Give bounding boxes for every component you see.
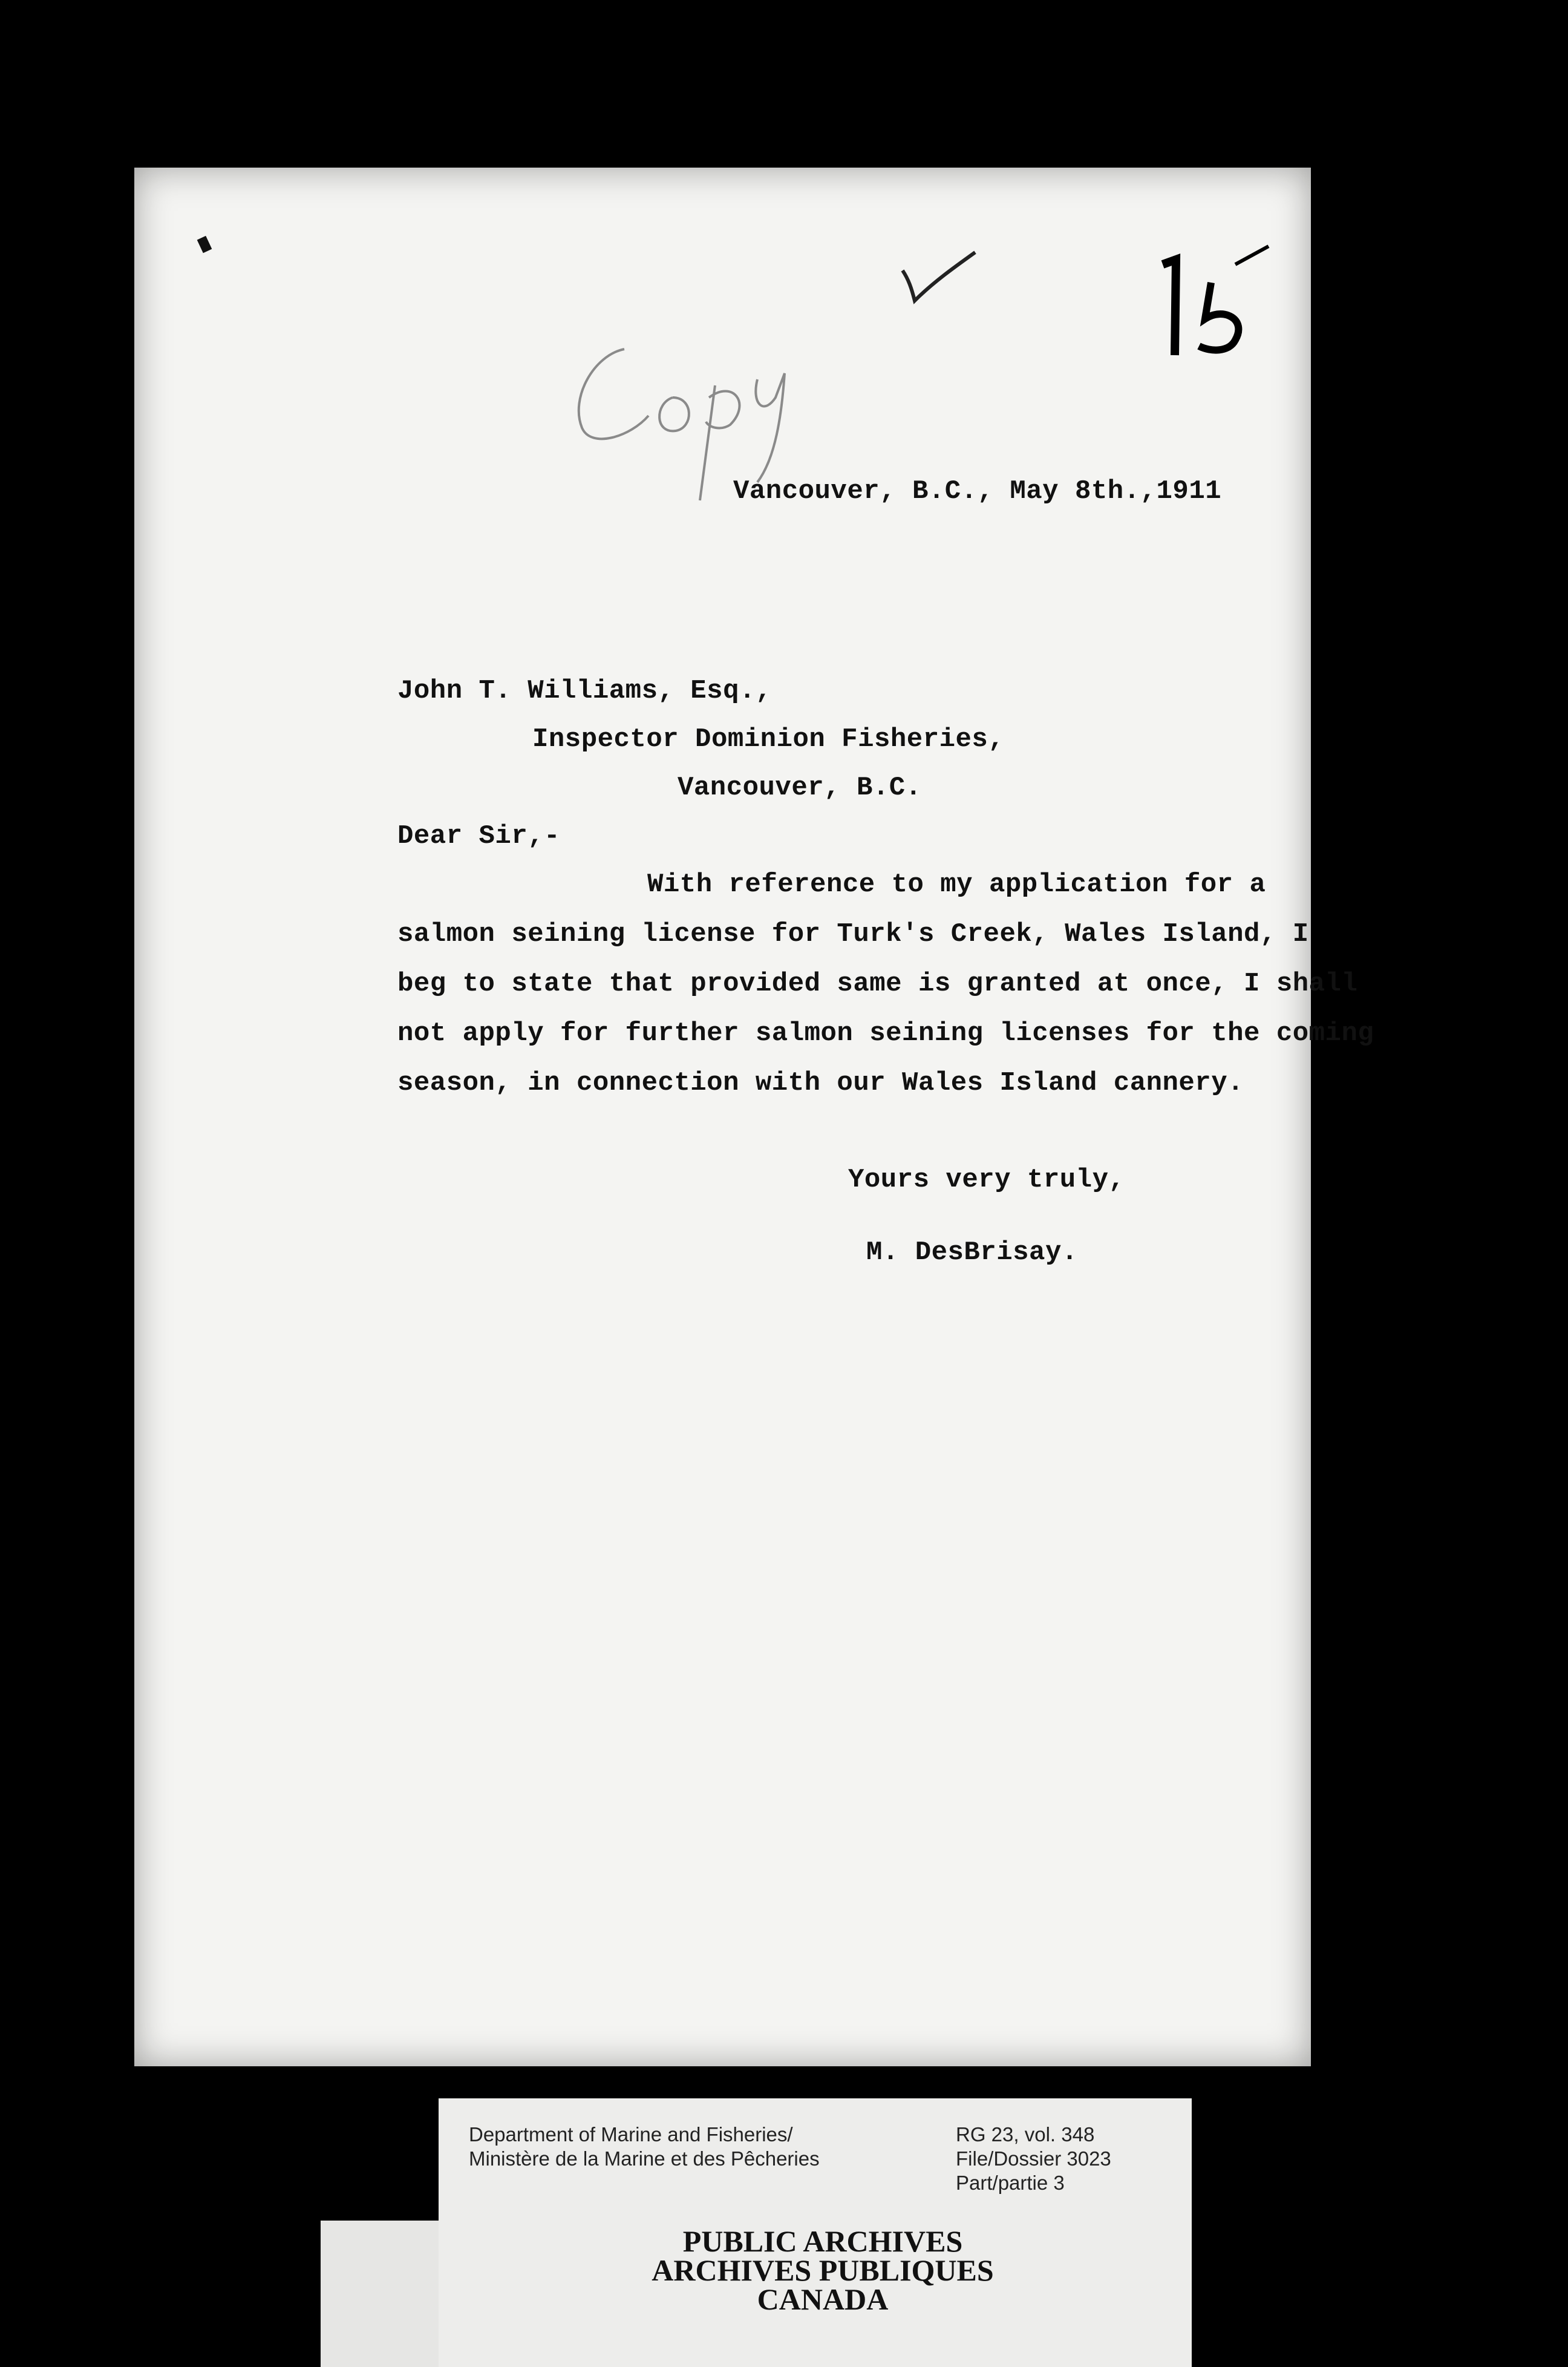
body-line: With reference to my application for a <box>647 869 1266 900</box>
body-line: beg to state that provided same is granted at once, I shall <box>397 969 1358 999</box>
stamp-line-2: ARCHIVES PUBLIQUES <box>652 2253 994 2287</box>
ink-mark <box>197 236 212 254</box>
check-mark-icon <box>897 246 981 313</box>
recipient-location: Vancouver, B.C. <box>678 773 922 803</box>
recipient-title: Inspector Dominion Fisheries, <box>532 724 1005 755</box>
page-number-handwriting <box>1138 228 1296 367</box>
stamp-line-1: PUBLIC ARCHIVES <box>682 2224 963 2258</box>
document-page <box>134 168 1374 2066</box>
part-number: Part/partie 3 <box>956 2172 1065 2194</box>
body-line: season, in connection with our Wales Island cannery. <box>397 1068 1244 1098</box>
recipient-name: John T. Williams, Esq., <box>397 676 772 706</box>
body-line: not apply for further salmon seining licenses for the coming <box>397 1018 1374 1049</box>
record-group: RG 23, vol. 348 <box>956 2123 1095 2146</box>
salutation: Dear Sir,- <box>397 821 561 851</box>
body-line: salmon seining license for Turk's Creek, Wales Island, I <box>397 919 1309 949</box>
stamp-line-3: CANADA <box>757 2282 889 2316</box>
archives-stamp <box>611 2224 1034 2316</box>
date-line: Vancouver, B.C., May 8th.,1911 <box>733 476 1222 506</box>
signature: M. DesBrisay. <box>866 1237 1078 1268</box>
department-en: Department of Marine and Fisheries/ <box>469 2123 793 2146</box>
closing: Yours very truly, <box>848 1165 1125 1195</box>
file-number: File/Dossier 3023 <box>956 2147 1111 2170</box>
department-fr: Ministère de la Marine et des Pêcheries <box>469 2147 820 2170</box>
